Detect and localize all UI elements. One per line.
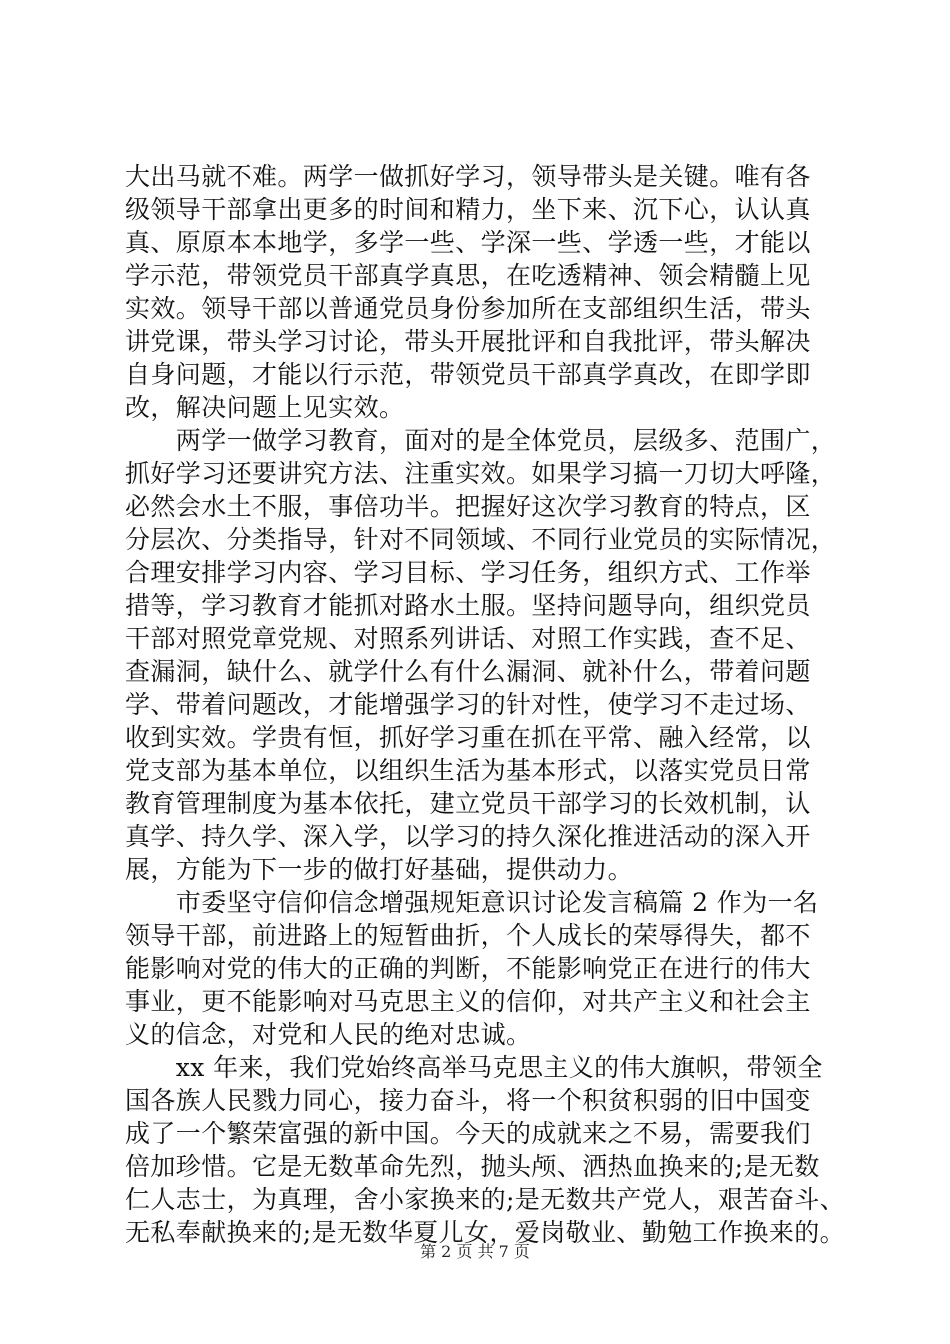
text-line: 教育管理制度为基本依托，建立党员干部学习的长效机制，认 <box>125 789 811 818</box>
text-line: 措等，学习教育才能抓对路水土服。坚持问题导向，组织党员 <box>125 591 811 620</box>
text-line: 成了一个繁荣富强的新中国。今天的成就来之不易，需要我们 <box>125 1119 811 1148</box>
text-line: 真、原原本本地学，多学一些、学深一些、学透一些，才能以 <box>125 228 811 257</box>
text-line: 讲党课，带头学习讨论，带头开展批评和自我批评，带头解决 <box>125 327 811 356</box>
text-line: 能影响对党的伟大的正确的判断，不能影响党正在进行的伟大 <box>125 954 811 983</box>
text-line: 自身问题，才能以行示范，带领党员干部真学真改，在即学即 <box>125 360 811 389</box>
text-line: 学示范，带领党员干部真学真思，在吃透精神、领会精髓上见 <box>125 261 811 290</box>
text-line: 倍加珍惜。它是无数革命先烈，抛头颅、洒热血换来的;是无数 <box>125 1152 820 1181</box>
text-line: 实效。领导干部以普通党员身份参加所在支部组织生活，带头 <box>125 294 811 323</box>
page-footer: 第 2 页 共 7 页 <box>420 1242 530 1261</box>
text-line: 必然会水土不服，事倍功半。把握好这次学习教育的特点，区 <box>125 492 811 521</box>
text-line: 义的信念，对党和人民的绝对忠诚。 <box>125 1020 532 1049</box>
text-line: 收到实效。学贵有恒，抓好学习重在抓在平常、融入经常，以 <box>125 723 811 752</box>
text-line: 查漏洞，缺什么、就学什么有什么漏洞、就补什么，带着问题 <box>125 657 811 686</box>
text-line: 事业，更不能影响对马克思主义的信仰，对共产主义和社会主 <box>125 987 811 1016</box>
text-line: 真学、持久学、深入学，以学习的持久深化推进活动的深入开 <box>125 822 811 851</box>
text-line: 合理安排学习内容、学习目标、学习任务，组织方式、工作举 <box>125 558 811 587</box>
text-line: 市委坚守信仰信念增强规矩意识讨论发言稿篇 2 作为一名 <box>125 888 819 917</box>
text-line: 干部对照党章党规、对照系列讲话、对照工作实践，查不足、 <box>125 624 811 653</box>
text-line: 展，方能为下一步的做打好基础，提供动力。 <box>125 855 634 884</box>
text-line: 分层次、分类指导，针对不同领域、不同行业党员的实际情况， <box>125 525 837 554</box>
text-line: 领导干部，前进路上的短暂曲折，个人成长的荣辱得失，都不 <box>125 921 811 950</box>
text-line: 改，解决问题上见实效。 <box>125 393 405 422</box>
text-line: 大出马就不难。两学一做抓好学习，领导带头是关键。唯有各 <box>125 162 811 191</box>
text-line: 无私奉献换来的;是无数华夏儿女，爱岗敬业、勤勉工作换来的。 <box>125 1218 846 1247</box>
text-line: 级领导干部拿出更多的时间和精力，坐下来、沉下心，认认真 <box>125 195 811 224</box>
text-line: 学、带着问题改，才能增强学习的针对性，使学习不走过场、 <box>125 690 811 719</box>
text-line: 国各族人民戮力同心，接力奋斗，将一个积贫积弱的旧中国变 <box>125 1086 811 1115</box>
text-line: 仁人志士，为真理，舍小家换来的;是无数共产党人，艰苦奋斗、 <box>125 1185 846 1214</box>
body-text <box>125 160 855 1249</box>
text-line: 抓好学习还要讲究方法、注重实效。如果学习搞一刀切大呼隆， <box>125 459 837 488</box>
text-line: xx 年来，我们党始终高举马克思主义的伟大旗帜，带领全 <box>125 1053 823 1082</box>
text-line: 两学一做学习教育，面对的是全体党员，层级多、范围广， <box>125 426 837 455</box>
text-line: 党支部为基本单位，以组织生活为基本形式，以落实党员日常 <box>125 756 811 785</box>
